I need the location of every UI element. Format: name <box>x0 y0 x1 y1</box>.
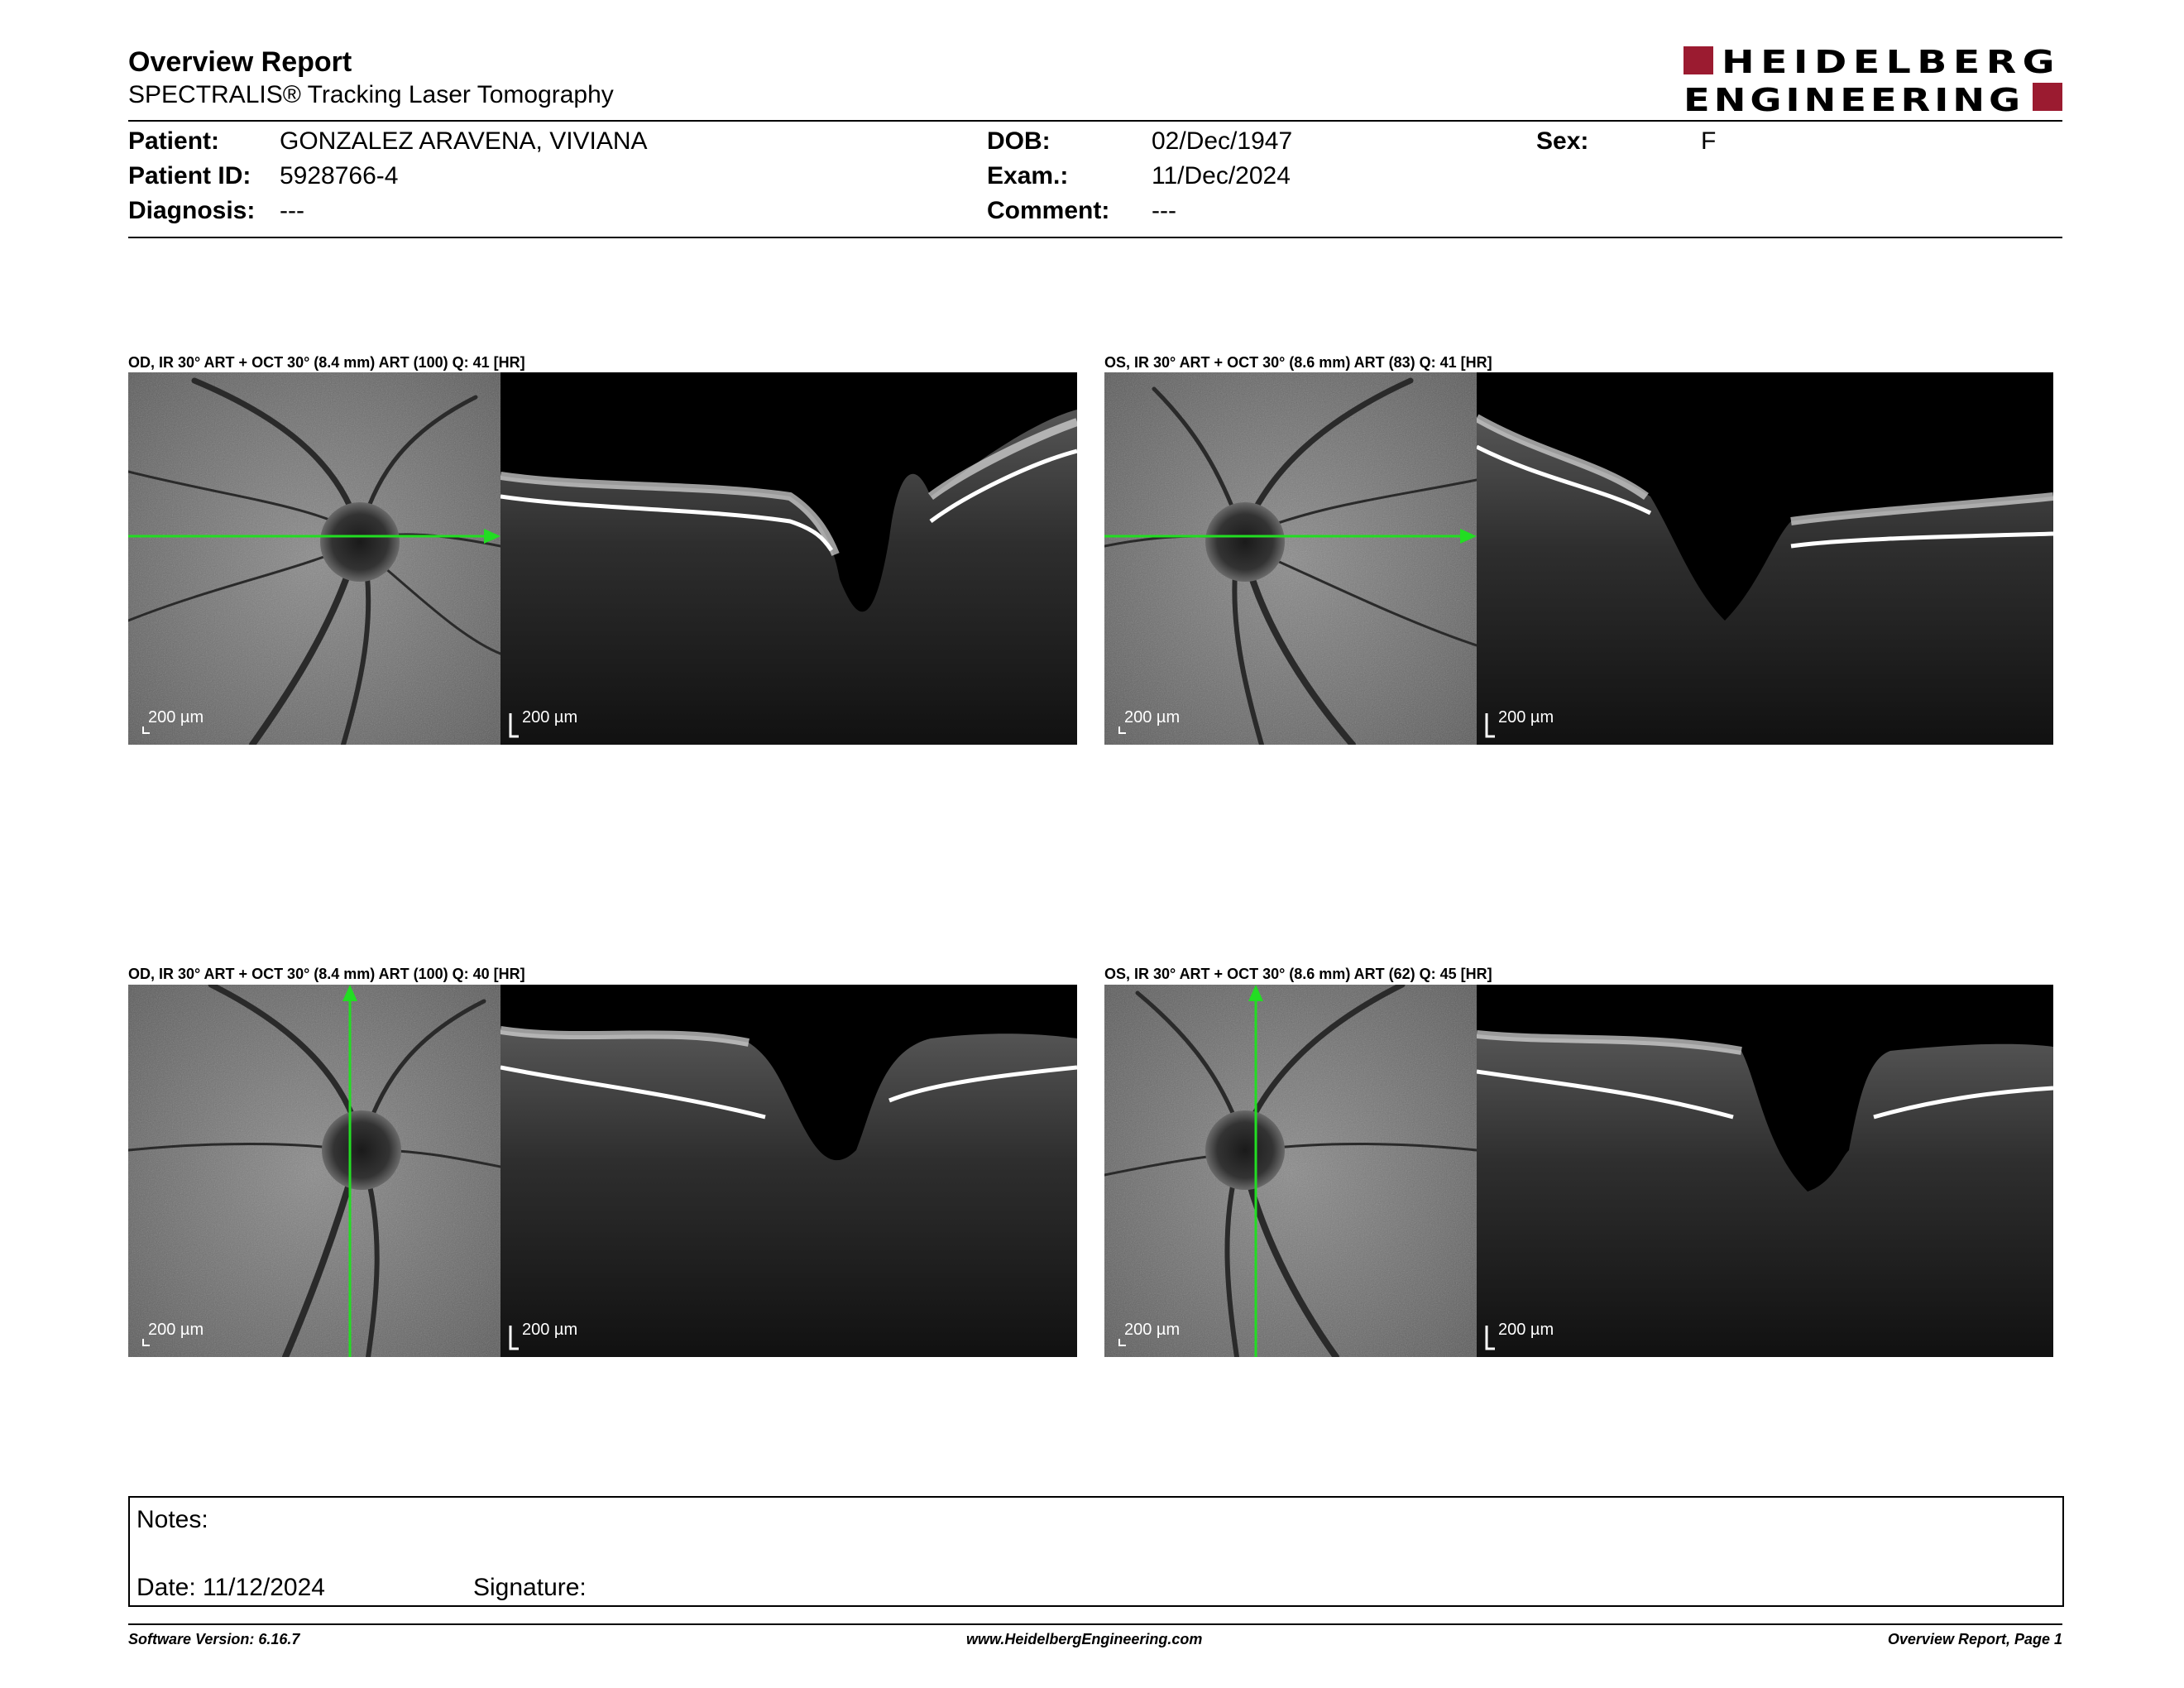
panel-2-ir-scale: 200 µm <box>1124 708 1181 727</box>
footer-website: www.HeidelbergEngineering.com <box>966 1631 1203 1647</box>
patient-id: 5928766-4 <box>280 162 399 189</box>
panel-3-ir-image <box>128 985 500 1357</box>
panel-4-ir-scale: 200 µm <box>1124 1321 1181 1339</box>
panel-2-caption: OS, IR 30° ART + OCT 30° (8.6 mm) ART (83) Q: 41 [HR] <box>1104 354 1492 371</box>
panel-1-oct-scale: 200 µm <box>522 708 578 727</box>
comment-value: --- <box>1152 197 1176 224</box>
exam-label: Exam.: <box>987 162 1069 189</box>
panel-3-caption: OD, IR 30° ART + OCT 30° (8.4 mm) ART (100) Q: 40 [HR] <box>128 966 525 982</box>
panel-4-oct-image <box>1477 985 2053 1357</box>
panel-1-ir-scale: 200 µm <box>148 708 204 727</box>
panel-1-ir-image <box>128 372 500 745</box>
sex-value: F <box>1701 127 1717 155</box>
sex-label: Sex: <box>1536 127 1589 155</box>
patient-info-rule <box>128 237 2062 238</box>
panel-3-ir-scale: 200 µm <box>148 1321 204 1339</box>
notes-date: Date: 11/12/2024 <box>136 1574 325 1601</box>
panel-3-oct-scale: 200 µm <box>522 1321 578 1339</box>
patient-label: Patient: <box>128 127 220 155</box>
report-subtitle: SPECTRALIS® Tracking Laser Tomography <box>128 81 614 108</box>
panel-4-ir-image <box>1104 985 1477 1357</box>
panel-4-oct-scale: 200 µm <box>1498 1321 1554 1339</box>
panel-2-oct-image <box>1477 372 2053 745</box>
footer-software-version: Software Version: 6.16.7 <box>128 1631 300 1647</box>
comment-label: Comment: <box>987 197 1110 224</box>
panel-1-caption: OD, IR 30° ART + OCT 30° (8.4 mm) ART (100) Q: 41 [HR] <box>128 354 525 371</box>
heidelberg-logo <box>1684 45 2062 114</box>
diagnosis-value: --- <box>280 197 304 224</box>
panel-2-ir-image <box>1104 372 1477 745</box>
logo-line2: ENGINEERING <box>1684 82 2024 114</box>
header-rule <box>128 120 2062 122</box>
panel-4-caption: OS, IR 30° ART + OCT 30° (8.6 mm) ART (62) Q: 45 [HR] <box>1104 966 1492 982</box>
logo-line1: HEIDELBERG <box>1722 45 2061 80</box>
patient-id-label: Patient ID: <box>128 162 251 189</box>
footer-rule <box>128 1623 2062 1625</box>
dob-label: DOB: <box>987 127 1051 155</box>
footer-page: Overview Report, Page 1 <box>1887 1631 2062 1647</box>
patient-name: GONZALEZ ARAVENA, VIVIANA <box>280 127 648 155</box>
panel-3-oct-image <box>500 985 1077 1357</box>
notes-box <box>128 1496 2064 1607</box>
dob-value: 02/Dec/1947 <box>1152 127 1293 155</box>
exam-value: 11/Dec/2024 <box>1152 162 1291 189</box>
notes-signature: Signature: <box>473 1574 587 1601</box>
notes-label: Notes: <box>136 1506 208 1533</box>
panel-1-oct-image <box>500 372 1077 745</box>
diagnosis-label: Diagnosis: <box>128 197 256 224</box>
panel-2-oct-scale: 200 µm <box>1498 708 1554 727</box>
report-title: Overview Report <box>128 46 352 78</box>
